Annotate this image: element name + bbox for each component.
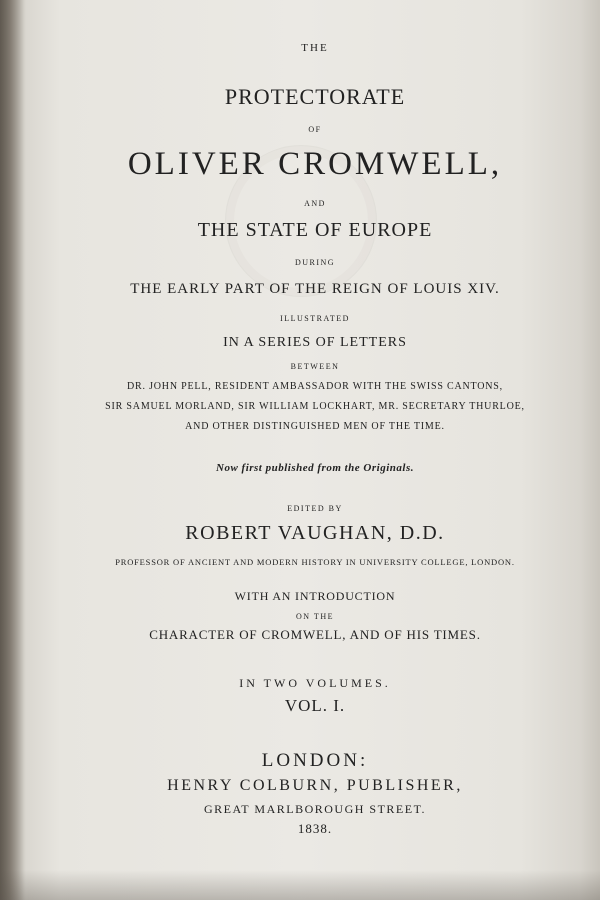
title-early-part: THE EARLY PART OF THE REIGN OF LOUIS XIV. — [130, 281, 500, 297]
imprint-year: 1838. — [297, 821, 333, 836]
now-first-published-note: Now first published from the Originals. — [216, 462, 414, 474]
correspondents-line: SIR SAMUEL MORLAND, SIR WILLIAM LOCKHART, MR. SECRETARY THURLOE, — [105, 401, 525, 412]
title-text-block — [30, 0, 600, 900]
title-between: BETWEEN — [290, 362, 340, 371]
imprint-street: GREAT MARLBOROUGH STREET. — [203, 802, 427, 816]
editor-name: ROBERT VAUGHAN, D.D. — [185, 522, 445, 544]
volume-number: VOL. I. — [284, 696, 346, 715]
title-protectorate: PROTECTORATE — [224, 84, 406, 109]
introduction-line: WITH AN INTRODUCTION — [234, 589, 396, 603]
binding-shadow — [0, 0, 26, 900]
correspondents-line: DR. JOHN PELL, RESIDENT AMBASSADOR WITH THE SWISS CANTONS, — [127, 381, 503, 392]
title-the: THE — [301, 42, 329, 54]
title-during: DURING — [294, 258, 336, 267]
imprint-city: LONDON: — [261, 750, 369, 771]
title-and: AND — [304, 199, 326, 208]
title-series-of-letters: IN A SERIES OF LETTERS — [223, 335, 407, 350]
correspondents-line: AND OTHER DISTINGUISHED MEN OF THE TIME. — [185, 421, 445, 432]
title-state-of-europe: THE STATE OF EUROPE — [197, 219, 433, 241]
edited-by-label: EDITED BY — [287, 504, 343, 513]
imprint-publisher: HENRY COLBURN, PUBLISHER, — [167, 777, 463, 794]
title-illustrated: ILLUSTRATED — [280, 314, 350, 323]
editor-title: PROFESSOR OF ANCIENT AND MODERN HISTORY IN UNIVERSITY COLLEGE, LONDON. — [115, 557, 515, 567]
on-the-label: ON THE — [296, 612, 334, 621]
book-main-title: OLIVER CROMWELL, — [127, 146, 503, 182]
title-of: OF — [308, 125, 322, 134]
volume-count: IN TWO VOLUMES. — [239, 676, 391, 690]
introduction-subject: CHARACTER OF CROMWELL, AND OF HIS TIMES. — [149, 627, 481, 642]
